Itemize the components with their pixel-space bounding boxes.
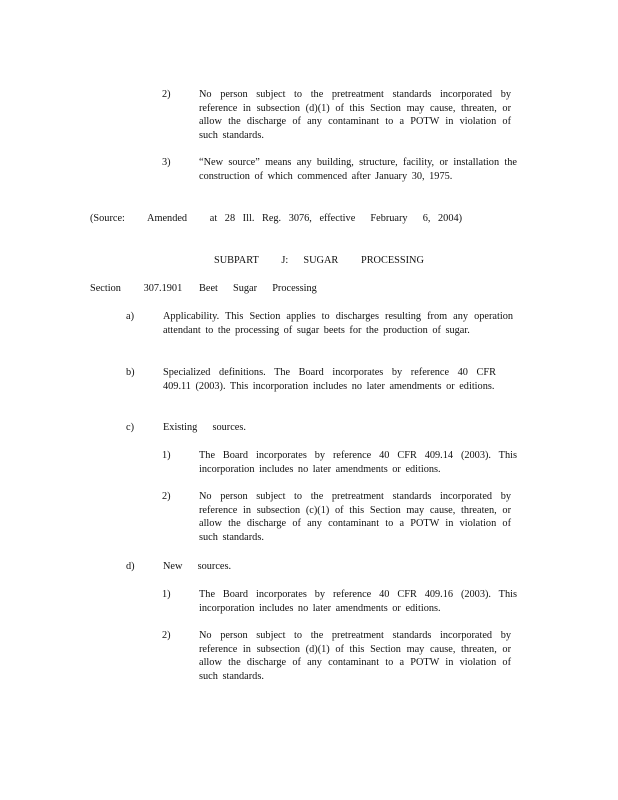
item-text: No person subject to the pretreatment standards incorporated by reference in subsection (d)(1) of this Section may cause, threaten, or allow the discharge of any contaminant to a POTW in violation of such standards.: [199, 630, 511, 682]
subsection-text: Specialized definitions. The Board incorporates by reference 40 CFR 409.11 (2003). This incorporation includes no later amendments or editions.: [163, 367, 496, 392]
item-label: 2): [162, 630, 171, 641]
subpart-heading: SUBPART J: SUGAR PROCESSING: [214, 255, 424, 266]
item-label: 2): [162, 89, 171, 100]
item-label: 1): [162, 450, 171, 461]
subsection-label: a): [126, 311, 134, 322]
item-text: “New source” means any building, structure, facility, or installation the construction of which commenced after January 30, 1975.: [199, 157, 517, 182]
item-label: 2): [162, 491, 171, 502]
subsection-label: b): [126, 367, 135, 378]
item-text: No person subject to the pretreatment standards incorporated by reference in subsection (c)(1) of this Section may cause, threaten, or allow the discharge of any contaminant to a POTW in violation of such standards.: [199, 491, 511, 543]
section-title: Beet Sugar Processing: [199, 283, 317, 294]
subsection-text: Applicability. This Section applies to discharges resulting from any operation attendant to the processing of sugar beets for the production of sugar.: [163, 311, 513, 336]
subsection-text: Existing sources.: [163, 422, 246, 433]
subsection-label: d): [126, 561, 135, 572]
item-text: The Board incorporates by reference 40 CFR 409.14 (2003). This incorporation includes no later amendments or editions.: [199, 450, 517, 475]
item-text: No person subject to the pretreatment standards incorporated by reference in subsection (d)(1) of this Section may cause, threaten, or allow the discharge of any contaminant to a POTW in violation of such standards.: [199, 89, 511, 141]
section-number: Section 307.1901: [90, 283, 183, 294]
subsection-text: New sources.: [163, 561, 232, 572]
subsection-label: c): [126, 422, 134, 433]
item-label: 1): [162, 589, 171, 600]
source-note: (Source: Amended at 28 Ill. Reg. 3076, effective February 6, 2004): [90, 213, 463, 224]
item-label: 3): [162, 157, 171, 168]
item-text: The Board incorporates by reference 40 CFR 409.16 (2003). This incorporation includes no later amendments or editions.: [199, 589, 517, 614]
